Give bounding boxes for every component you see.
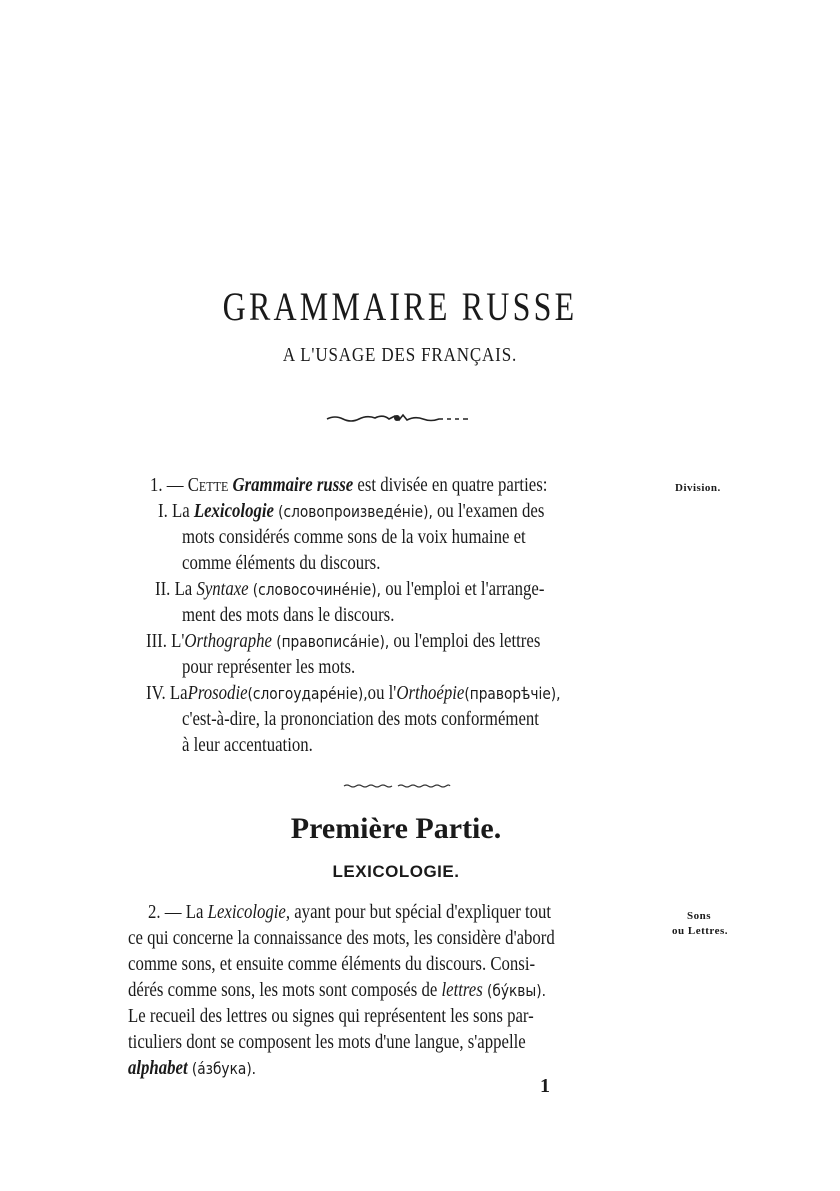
list-item: [158, 499, 607, 525]
item-text: mots considérés comme sons de la voix humaine et: [182, 527, 526, 548]
item-text: c'est-à-dire, la prononciation des mots conformément: [182, 709, 539, 730]
paragraph-line: [128, 978, 555, 1004]
item-text: ayant pour but spécial d'expliquer tout: [294, 902, 552, 923]
item-term: Lexicologie,: [207, 902, 291, 923]
section-2-body: [128, 926, 624, 1082]
item-text: dérés comme sons, les mots sont composés de: [128, 980, 438, 1001]
roman-numeral: III.: [146, 631, 167, 652]
list-item-continuation: [182, 603, 429, 629]
item-term: lettres: [441, 980, 483, 1001]
item-text: ment des mots dans le discours.: [182, 605, 395, 626]
intro-text: est divisée en quatre parties:: [357, 475, 548, 496]
item-text: La: [169, 683, 188, 704]
list-item: [146, 629, 605, 655]
russian-term: (правописáніе),: [276, 632, 390, 651]
roman-numeral: II.: [155, 579, 171, 600]
italic-title: Grammaire russe: [232, 475, 354, 496]
book-title: GRAMMAIRE RUSSE: [222, 284, 578, 329]
item-text: La: [171, 501, 190, 522]
list-item: [146, 681, 628, 707]
item-text: La: [185, 902, 204, 923]
item-text: ou l'emploi et l'arrange-: [385, 579, 545, 600]
paragraph-line: [128, 1056, 555, 1082]
page-number: 1: [540, 1075, 550, 1097]
section-1-intro-line: [150, 473, 547, 499]
part-title: Première Partie.: [290, 812, 502, 845]
russian-term: (бýквы).: [486, 981, 547, 1000]
paragraph-line: ce qui concerne la connaissance des mots, les considère d'abord: [128, 928, 555, 949]
margin-note-sons: Sons: [687, 910, 712, 922]
roman-numeral: IV.: [146, 683, 166, 704]
margin-note-division: Division.: [675, 482, 721, 494]
decorative-rule: [342, 782, 452, 790]
paragraph-line: comme sons, et ensuite comme éléments du discours. Consi-: [128, 954, 536, 975]
russian-term: (словосочинéніе),: [252, 580, 382, 599]
first-word: Cette: [187, 475, 229, 496]
item-text: à leur accentuation.: [182, 735, 313, 756]
russian-term: (слогоударéніе),: [247, 684, 368, 703]
list-item: [155, 577, 608, 603]
list-item-continuation: [182, 655, 383, 681]
paragraph-line: ticuliers dont se composent les mots d'une langue, s'appelle: [128, 1032, 526, 1053]
item-text: La: [174, 579, 193, 600]
item-text: pour représenter les mots.: [182, 657, 356, 678]
item-text: ou l'emploi des lettres: [393, 631, 541, 652]
item-term: Lexicologie: [193, 501, 274, 522]
paragraph-line: Le recueil des lettres ou signes qui représentent les sons par-: [128, 1006, 534, 1027]
russian-term: (áзбука).: [191, 1059, 257, 1078]
section-1-division: [150, 473, 612, 499]
section-title: LEXICOLOGIE.: [332, 862, 460, 881]
russian-term: (словопроизведéніе),: [278, 502, 433, 521]
item-term: Orthographe: [184, 631, 273, 652]
margin-note-lettres: ou Lettres.: [672, 925, 729, 937]
item-term: Prosodie: [187, 683, 248, 704]
list-item-continuation: [182, 707, 597, 759]
list-item-continuation: [182, 525, 582, 577]
book-subtitle: A L'USAGE DES FRANÇAIS.: [282, 344, 518, 366]
roman-numeral: I.: [158, 501, 168, 522]
decorative-ornament-top: [325, 410, 470, 426]
section-number: 1. —: [150, 475, 184, 496]
item-term: Orthoépie: [396, 683, 465, 704]
section-number: 2. —: [148, 902, 182, 923]
item-text: ou l': [367, 683, 397, 704]
item-text: L': [171, 631, 185, 652]
paragraph-line: [148, 900, 551, 926]
section-2-paragraph: [148, 900, 617, 926]
item-term: Syntaxe: [196, 579, 249, 600]
item-term: alphabet: [128, 1058, 188, 1079]
russian-term: (правоpѣчіе),: [464, 684, 561, 703]
item-text: comme éléments du discours.: [182, 553, 381, 574]
item-text: ou l'examen des: [437, 501, 545, 522]
